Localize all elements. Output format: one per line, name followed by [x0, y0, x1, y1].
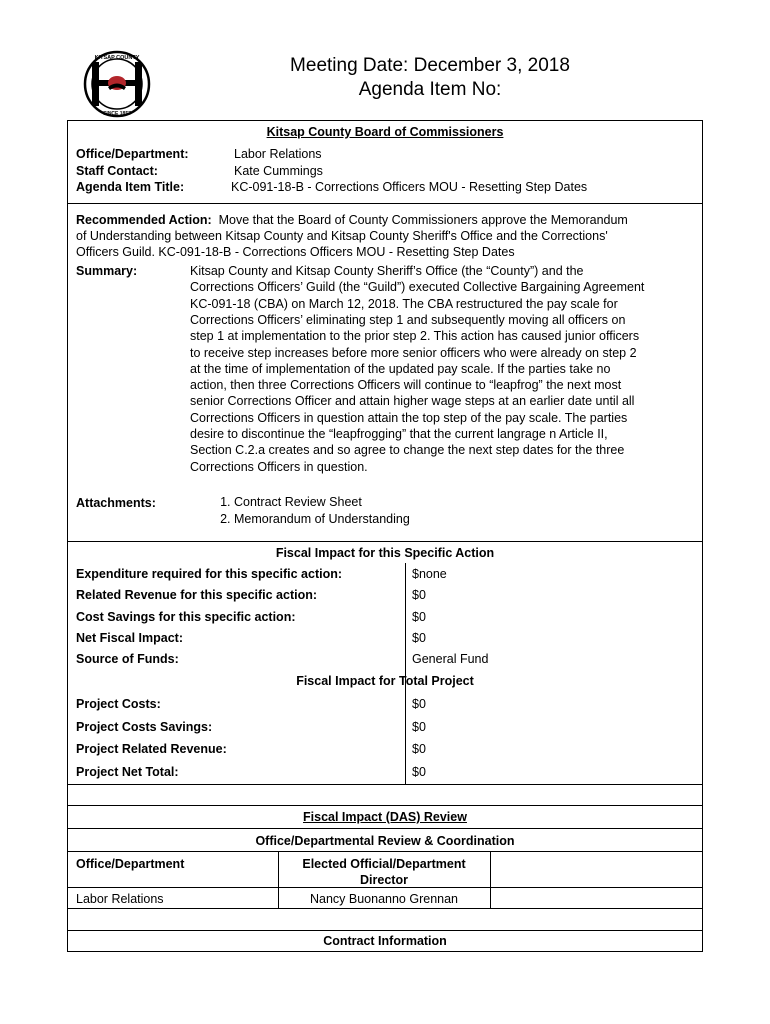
fiscal-row-value: $0 [412, 630, 426, 645]
seal-bottom-text: SINCE 1857 [103, 111, 131, 117]
summary-line: Corrections Officers’ eliminating step 1 and subsequently moving all officers on [190, 312, 626, 327]
divider [67, 908, 703, 909]
fiscal-row-label: Source of Funds: [76, 652, 179, 667]
summary-line: Corrections Officers in question. [190, 459, 368, 474]
review-col-official-header-line2: Director [360, 873, 408, 887]
fiscal-row-value: $none [412, 567, 447, 581]
meeting-date: Meeting Date: December 3, 2018 [290, 55, 570, 76]
staff-contact-value: Kate Cummings [234, 164, 323, 178]
summary-label: Summary: [76, 264, 138, 278]
fiscal-row-label: Project Related Revenue: [76, 742, 227, 756]
fiscal-row-value: $0 [412, 588, 426, 603]
fiscal-row-label: Cost Savings for this specific action: [76, 609, 296, 624]
summary-line: to receive step increases before more senior officers who were already on step 2 [190, 345, 637, 360]
attachments-list [212, 494, 410, 528]
review-title: Office/Departmental Review & Coordination [255, 834, 515, 848]
board-title: Kitsap County Board of Commissioners [266, 125, 504, 139]
fiscal-row-label: Project Costs Savings: [76, 719, 213, 734]
divider [67, 541, 703, 542]
fiscal-row-label: Expenditure required for this specific action: [76, 567, 343, 581]
fiscal-row-value: $0 [412, 719, 426, 734]
fiscal-specific-title: Fiscal Impact for this Specific Action [275, 546, 495, 560]
divider [67, 805, 703, 806]
column-divider [490, 851, 491, 908]
summary-line: step 1 at implementation to the prior step 2. This action has caused junior officers [190, 329, 640, 344]
divider [67, 784, 703, 785]
fiscal-row-label: Project Costs: [76, 697, 161, 711]
recommended-action-label: Recommended Action: [76, 213, 212, 227]
fiscal-row-value: $0 [412, 764, 426, 779]
attachment-item: 2. Memorandum of Understanding [234, 511, 410, 528]
contract-information-title: Contract Information [323, 934, 447, 948]
summary-line: at the time of implementation of the updated pay scale. If the parties take no [190, 361, 611, 376]
agenda-title-value: KC-091-18-B - Corrections Officers MOU - Resetting Step Dates [231, 180, 588, 194]
das-review-title: Fiscal Impact (DAS) Review [303, 810, 467, 824]
fiscal-row-value: General Fund [412, 652, 489, 667]
divider [67, 851, 703, 852]
summary-line: action, then three Corrections Officers will continue to “leapfrog” the next most [190, 378, 622, 393]
office-label: Office/Department: [76, 147, 189, 161]
attachments-label: Attachments: [76, 496, 156, 510]
divider [67, 203, 703, 204]
recommended-action-text: Move that the Board of County Commissioners approve the Memorandum [218, 213, 628, 227]
review-col-office-header: Office/Department [76, 857, 185, 871]
office-value: Labor Relations [234, 147, 322, 161]
recommended-action-line1 [76, 212, 628, 228]
summary-line: Section C.2.a creates and so agree to change the next step dates for the three [190, 443, 625, 458]
summary-line: desire to discontinue the “leapfrogging” that the current langrage n Article II, [190, 427, 608, 441]
seal-top-text: KITSAP COUNTY [94, 55, 140, 61]
summary-line: Corrections Officers in question attain the top step of the pay scale. The parties [190, 410, 628, 425]
review-office-value: Labor Relations [76, 892, 164, 906]
fiscal-row-label: Net Fiscal Impact: [76, 630, 183, 645]
fiscal-total-title: Fiscal Impact for Total Project [296, 674, 474, 688]
kitsap-county-seal-logo [78, 50, 156, 118]
review-official-value: Nancy Buonanno Grennan [309, 892, 459, 906]
summary-line: Kitsap County and Kitsap County Sheriff’s Office (the “County”) and the [190, 264, 584, 278]
meeting-header [240, 54, 620, 102]
divider [67, 930, 703, 931]
attachment-item: 1. Contract Review Sheet [234, 494, 410, 511]
summary-line: Corrections Officers’ Guild (the “Guild”) executed Collective Bargaining Agreement [190, 280, 645, 295]
agenda-title-label: Agenda Item Title: [76, 180, 185, 194]
recommended-action-line2: of Understanding between Kitsap County and Kitsap County Sheriff's Office and the Corrections' [76, 229, 608, 243]
recommended-action-line3: Officers Guild. KC-091-18-B - Corrections Officers MOU - Resetting Step Dates [76, 245, 515, 259]
summary-line: senior Corrections Officer and attain higher wage steps at an earlier date until all [190, 394, 635, 409]
fiscal-row-label: Project Net Total: [76, 764, 179, 779]
agenda-item-number: Agenda Item No: [358, 79, 502, 100]
review-col-official-header-line1: Elected Official/Department [302, 857, 466, 871]
fiscal-row-value: $0 [412, 609, 426, 624]
fiscal-row-value: $0 [412, 742, 426, 756]
divider [67, 828, 703, 829]
fiscal-row-label: Related Revenue for this specific action: [76, 588, 318, 603]
summary-line: KC-091-18 (CBA) on March 12, 2018. The CBA restructured the pay scale for [190, 296, 618, 311]
fiscal-row-value: $0 [412, 697, 426, 711]
staff-contact-label: Staff Contact: [76, 164, 158, 178]
